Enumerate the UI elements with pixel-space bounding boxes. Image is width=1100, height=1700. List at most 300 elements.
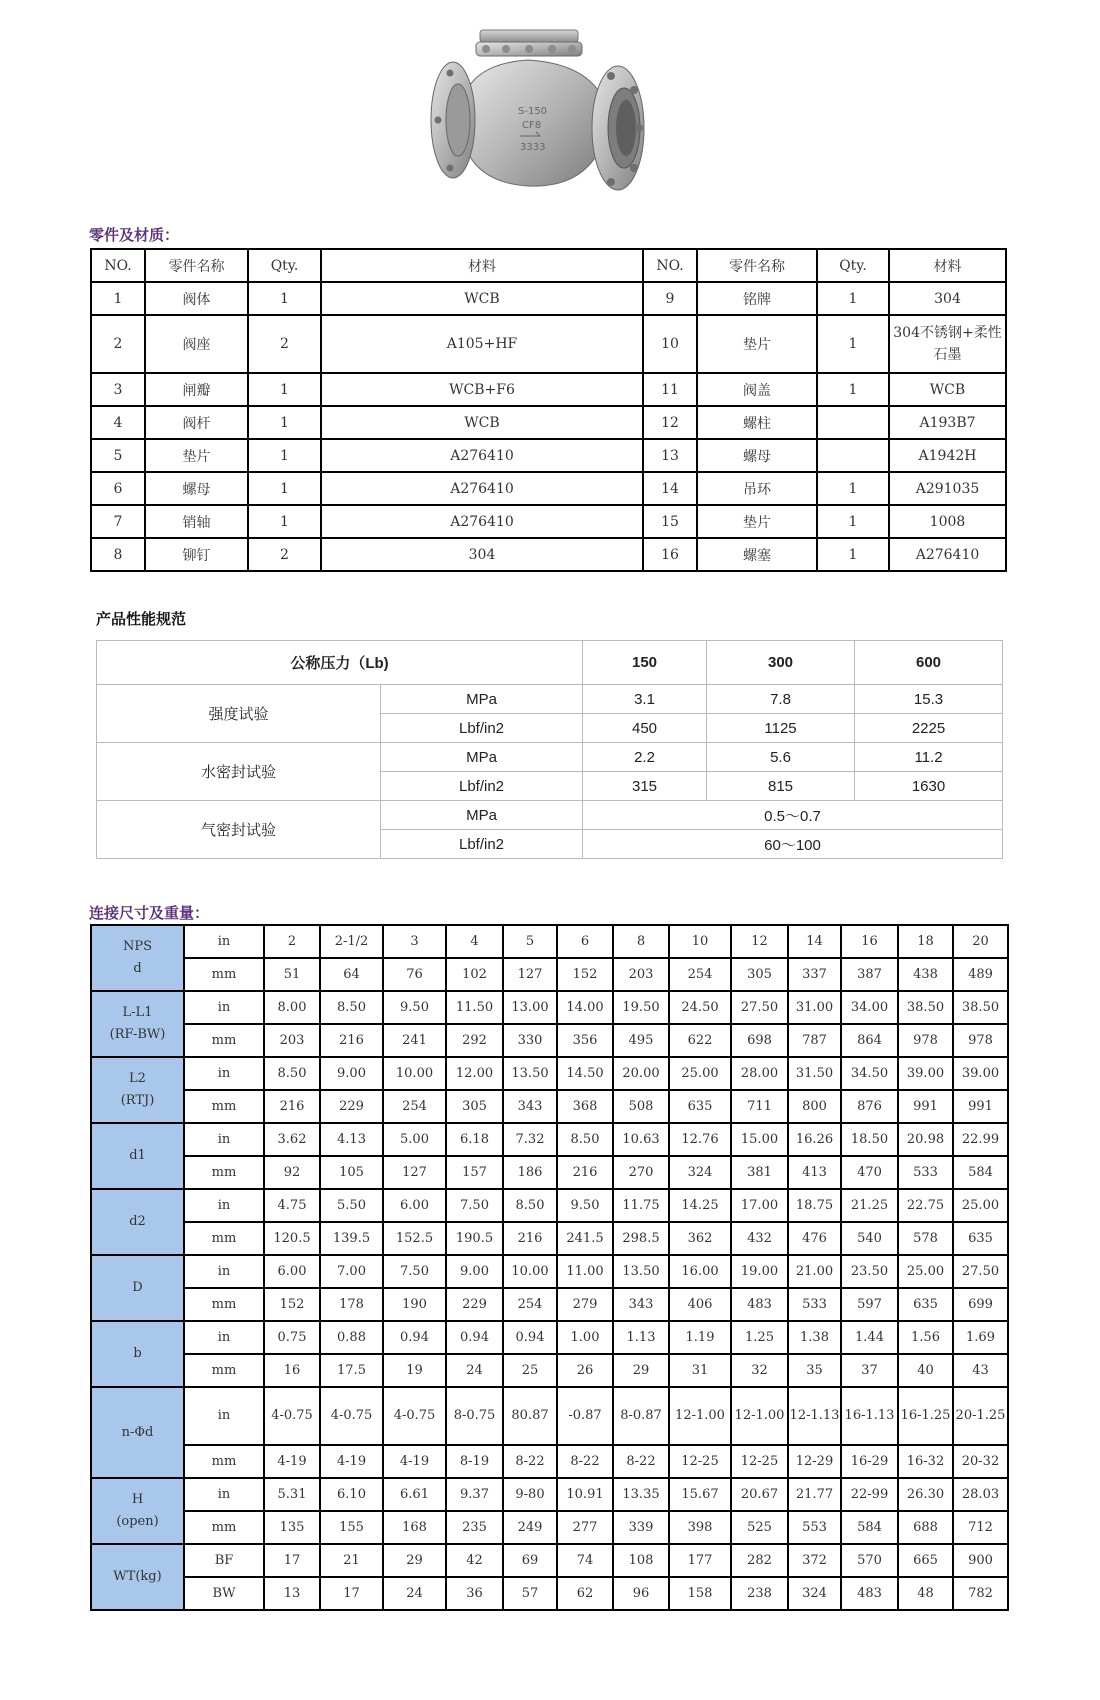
dims-cell: 432 xyxy=(731,1222,788,1255)
dims-row xyxy=(91,1024,1008,1057)
parts-cell: 1 xyxy=(248,439,321,472)
dims-cell: 712 xyxy=(953,1511,1008,1544)
dims-cell: 4-19 xyxy=(264,1445,320,1478)
dims-cell: 26.30 xyxy=(898,1478,953,1511)
dims-cell: 31 xyxy=(669,1354,731,1387)
dims-cell: 787 xyxy=(788,1024,841,1057)
parts-cell: 螺母 xyxy=(145,472,248,505)
dims-cell: 12-1.00 xyxy=(669,1387,731,1445)
valve-marking-2: CF8 xyxy=(522,120,542,131)
dims-cell: 16 xyxy=(264,1354,320,1387)
performance-table xyxy=(96,640,1003,859)
dims-cell: 20.67 xyxy=(731,1478,788,1511)
parts-cell: 2 xyxy=(91,315,145,373)
dimensions-section-title: 连接尺寸及重量： xyxy=(89,904,210,922)
dims-cell: 1.69 xyxy=(953,1321,1008,1354)
dims-cell: 190.5 xyxy=(446,1222,503,1255)
dims-cell: 1.00 xyxy=(557,1321,613,1354)
dims-cell: 135 xyxy=(264,1511,320,1544)
dims-cell: 6.61 xyxy=(383,1478,446,1511)
dims-cell: 0.94 xyxy=(446,1321,503,1354)
parts-cell: 1 xyxy=(248,505,321,538)
dims-cell: 10.00 xyxy=(383,1057,446,1090)
dims-cell: 127 xyxy=(383,1156,446,1189)
dims-cell: 12-29 xyxy=(788,1445,841,1478)
dims-cell: 254 xyxy=(669,958,731,991)
col-header-material: 材料 xyxy=(321,249,643,282)
dims-row xyxy=(91,1354,1008,1387)
dims-unit: in xyxy=(184,1387,264,1445)
dims-cell: 3 xyxy=(383,925,446,958)
dims-cell: 178 xyxy=(320,1288,383,1321)
dims-cell: 533 xyxy=(898,1156,953,1189)
dims-cell: 8-22 xyxy=(557,1445,613,1478)
perf-unit: Lbf/in2 xyxy=(381,772,583,801)
dims-group-label-line: L-L1 xyxy=(122,1005,153,1020)
parts-cell: 垫片 xyxy=(697,315,817,373)
dims-cell: 26 xyxy=(557,1354,613,1387)
dims-cell: 152 xyxy=(557,958,613,991)
dims-cell: 43 xyxy=(953,1354,1008,1387)
dims-group-label-line: (open) xyxy=(116,1514,159,1529)
parts-row xyxy=(91,505,1006,538)
parts-cell: WCB+F6 xyxy=(321,373,643,406)
dims-cell: 127 xyxy=(503,958,557,991)
perf-cell: 2225 xyxy=(855,714,1003,743)
dims-cell: 5 xyxy=(503,925,557,958)
dims-cell: 21.77 xyxy=(788,1478,841,1511)
dims-cell: 2-1/2 xyxy=(320,925,383,958)
parts-cell: 1 xyxy=(817,315,889,373)
dims-cell: 489 xyxy=(953,958,1008,991)
dims-cell: 282 xyxy=(731,1544,788,1577)
dims-cell: 190 xyxy=(383,1288,446,1321)
parts-cell: A276410 xyxy=(321,439,643,472)
dims-cell: 978 xyxy=(898,1024,953,1057)
dims-cell: 584 xyxy=(953,1156,1008,1189)
col-header-part-name: 零件名称 xyxy=(145,249,248,282)
dims-cell: 4-19 xyxy=(383,1445,446,1478)
dims-cell: 4-0.75 xyxy=(264,1387,320,1445)
perf-header-row xyxy=(97,641,1003,685)
dims-cell: 0.94 xyxy=(383,1321,446,1354)
parts-cell: 1 xyxy=(817,472,889,505)
dims-cell: 991 xyxy=(898,1090,953,1123)
perf-cell: 1630 xyxy=(855,772,1003,801)
dims-cell: 69 xyxy=(503,1544,557,1577)
dims-unit: BW xyxy=(184,1577,264,1610)
dims-cell: 76 xyxy=(383,958,446,991)
dims-cell: 31.00 xyxy=(788,991,841,1024)
parts-cell: 11 xyxy=(643,373,697,406)
dims-row xyxy=(91,1321,1008,1354)
dims-cell: 16.00 xyxy=(669,1255,731,1288)
dims-cell: 635 xyxy=(669,1090,731,1123)
parts-row xyxy=(91,472,1006,505)
dims-cell: 19 xyxy=(383,1354,446,1387)
dims-cell: 25.00 xyxy=(898,1255,953,1288)
dims-cell: 48 xyxy=(898,1577,953,1610)
dims-cell: 14.25 xyxy=(669,1189,731,1222)
dims-cell: 8.50 xyxy=(503,1189,557,1222)
dims-cell: 0.94 xyxy=(503,1321,557,1354)
dims-cell: 25.00 xyxy=(953,1189,1008,1222)
dims-cell: 5.00 xyxy=(383,1123,446,1156)
parts-cell: 铆钉 xyxy=(145,538,248,571)
dims-cell: 249 xyxy=(503,1511,557,1544)
dims-cell: 10 xyxy=(669,925,731,958)
perf-water-label: 水密封试验 xyxy=(97,743,381,801)
dims-cell: 584 xyxy=(841,1511,898,1544)
dims-cell: 533 xyxy=(788,1288,841,1321)
dims-unit: mm xyxy=(184,1354,264,1387)
dims-cell: 800 xyxy=(788,1090,841,1123)
parts-section-title: 零件及材质： xyxy=(89,226,180,244)
valve-product-image xyxy=(428,18,658,208)
dims-cell: 0.75 xyxy=(264,1321,320,1354)
perf-cell: 1125 xyxy=(707,714,855,743)
parts-cell: A276410 xyxy=(321,505,643,538)
parts-cell: 1 xyxy=(817,282,889,315)
dims-cell: 413 xyxy=(788,1156,841,1189)
perf-header-label: 公称压力（Lb) xyxy=(97,641,583,685)
dims-row xyxy=(91,958,1008,991)
dims-cell: 62 xyxy=(557,1577,613,1610)
dims-cell: 74 xyxy=(557,1544,613,1577)
dims-cell: 483 xyxy=(731,1288,788,1321)
dims-unit: in xyxy=(184,1255,264,1288)
dims-cell: 372 xyxy=(788,1544,841,1577)
dims-cell: 96 xyxy=(613,1577,669,1610)
dims-group-label xyxy=(91,1189,184,1255)
dims-cell: 12 xyxy=(731,925,788,958)
dims-row xyxy=(91,1445,1008,1478)
dims-unit: in xyxy=(184,1189,264,1222)
dims-cell: 17 xyxy=(320,1577,383,1610)
dims-cell: 8.50 xyxy=(320,991,383,1024)
dims-cell: 158 xyxy=(669,1577,731,1610)
dims-row xyxy=(91,1544,1008,1577)
parts-cell: 5 xyxy=(91,439,145,472)
parts-cell xyxy=(817,439,889,472)
dims-cell: 23.50 xyxy=(841,1255,898,1288)
dims-row xyxy=(91,1577,1008,1610)
dims-cell: 16 xyxy=(841,925,898,958)
dims-cell: 24 xyxy=(383,1577,446,1610)
dims-cell: 27.50 xyxy=(953,1255,1008,1288)
dims-cell: 57 xyxy=(503,1577,557,1610)
dims-unit: mm xyxy=(184,1024,264,1057)
parts-cell: 304 xyxy=(321,538,643,571)
perf-cell: 450 xyxy=(583,714,707,743)
dims-cell: 31.50 xyxy=(788,1057,841,1090)
dims-cell: 12-1.00 xyxy=(731,1387,788,1445)
dims-unit: in xyxy=(184,1057,264,1090)
dims-cell: 16-1.25 xyxy=(898,1387,953,1445)
dims-cell: 508 xyxy=(613,1090,669,1123)
dims-cell: 381 xyxy=(731,1156,788,1189)
dims-cell: 782 xyxy=(953,1577,1008,1610)
dims-cell: 7.50 xyxy=(383,1255,446,1288)
perf-cell: 15.3 xyxy=(855,685,1003,714)
dims-cell: 3.62 xyxy=(264,1123,320,1156)
dims-cell: 12-25 xyxy=(731,1445,788,1478)
dims-cell: 29 xyxy=(613,1354,669,1387)
dims-cell: 14.00 xyxy=(557,991,613,1024)
dims-cell: 20 xyxy=(953,925,1008,958)
dims-cell: 108 xyxy=(613,1544,669,1577)
col-header-qty: Qty. xyxy=(248,249,321,282)
dims-cell: 216 xyxy=(320,1024,383,1057)
dims-cell: 35 xyxy=(788,1354,841,1387)
dims-cell: 6.10 xyxy=(320,1478,383,1511)
perf-cell: 815 xyxy=(707,772,855,801)
parts-cell: 1 xyxy=(248,472,321,505)
dims-cell: 525 xyxy=(731,1511,788,1544)
dims-cell: 0.88 xyxy=(320,1321,383,1354)
dims-cell: 10.63 xyxy=(613,1123,669,1156)
dims-cell: 4.75 xyxy=(264,1189,320,1222)
parts-cell: 10 xyxy=(643,315,697,373)
dims-cell: 991 xyxy=(953,1090,1008,1123)
parts-cell: 1 xyxy=(248,282,321,315)
dims-cell: 21 xyxy=(320,1544,383,1577)
dims-cell: 24.50 xyxy=(669,991,731,1024)
dims-cell: 978 xyxy=(953,1024,1008,1057)
dims-cell: 570 xyxy=(841,1544,898,1577)
dims-cell: 356 xyxy=(557,1024,613,1057)
dims-row xyxy=(91,1387,1008,1445)
dims-cell: 6.00 xyxy=(264,1255,320,1288)
dims-cell: 15.67 xyxy=(669,1478,731,1511)
dims-cell: 16-29 xyxy=(841,1445,898,1478)
dims-cell: 168 xyxy=(383,1511,446,1544)
dims-cell: 699 xyxy=(953,1288,1008,1321)
dims-cell: 4.13 xyxy=(320,1123,383,1156)
dims-row xyxy=(91,1123,1008,1156)
dims-cell: 476 xyxy=(788,1222,841,1255)
dims-group-label-line: d1 xyxy=(129,1148,146,1163)
dims-group-label xyxy=(91,1255,184,1321)
parts-cell: 1008 xyxy=(889,505,1006,538)
parts-cell: 4 xyxy=(91,406,145,439)
parts-cell: 螺母 xyxy=(697,439,817,472)
dims-cell: 7.32 xyxy=(503,1123,557,1156)
dims-cell: 20.00 xyxy=(613,1057,669,1090)
perf-header-150: 150 xyxy=(583,641,707,685)
parts-cell: 3 xyxy=(91,373,145,406)
dims-cell: 25 xyxy=(503,1354,557,1387)
dims-group-label xyxy=(91,1123,184,1189)
dims-cell: 29 xyxy=(383,1544,446,1577)
dims-cell: 51 xyxy=(264,958,320,991)
parts-cell: 304不锈钢+柔性石墨 xyxy=(889,315,1006,373)
parts-cell: 阀盖 xyxy=(697,373,817,406)
dims-cell: 20-32 xyxy=(953,1445,1008,1478)
dims-unit: mm xyxy=(184,1222,264,1255)
dims-cell: 102 xyxy=(446,958,503,991)
dims-cell: 4-0.75 xyxy=(320,1387,383,1445)
parts-cell: 螺柱 xyxy=(697,406,817,439)
perf-cell: 315 xyxy=(583,772,707,801)
dims-cell: 16-1.13 xyxy=(841,1387,898,1445)
dims-unit: in xyxy=(184,1478,264,1511)
dims-cell: 4 xyxy=(446,925,503,958)
dims-cell: 155 xyxy=(320,1511,383,1544)
dims-row xyxy=(91,991,1008,1024)
parts-row xyxy=(91,315,1006,373)
perf-cell: 11.2 xyxy=(855,743,1003,772)
dims-cell: 37 xyxy=(841,1354,898,1387)
dims-cell: 27.50 xyxy=(731,991,788,1024)
dims-cell: 330 xyxy=(503,1024,557,1057)
dims-cell: 13.35 xyxy=(613,1478,669,1511)
dims-row xyxy=(91,1156,1008,1189)
dims-cell: -0.87 xyxy=(557,1387,613,1445)
parts-cell: 13 xyxy=(643,439,697,472)
dims-cell: 10.00 xyxy=(503,1255,557,1288)
dims-row xyxy=(91,1222,1008,1255)
dims-cell: 17.00 xyxy=(731,1189,788,1222)
dims-cell: 80.87 xyxy=(503,1387,557,1445)
dims-row xyxy=(91,1288,1008,1321)
dims-cell: 229 xyxy=(320,1090,383,1123)
parts-cell: 铭牌 xyxy=(697,282,817,315)
parts-row xyxy=(91,282,1006,315)
parts-cell: 2 xyxy=(248,538,321,571)
dims-group-label-line: WT(kg) xyxy=(113,1569,162,1584)
parts-cell: 阀体 xyxy=(145,282,248,315)
dims-cell: 1.25 xyxy=(731,1321,788,1354)
dims-cell: 483 xyxy=(841,1577,898,1610)
dims-row xyxy=(91,1090,1008,1123)
dims-cell: 13.50 xyxy=(613,1255,669,1288)
parts-cell: 螺塞 xyxy=(697,538,817,571)
dims-unit: BF xyxy=(184,1544,264,1577)
dims-cell: 279 xyxy=(557,1288,613,1321)
dims-cell: 698 xyxy=(731,1024,788,1057)
dims-unit: mm xyxy=(184,1156,264,1189)
dims-cell: 1.56 xyxy=(898,1321,953,1354)
col-header-qty-2: Qty. xyxy=(817,249,889,282)
dims-cell: 4-0.75 xyxy=(383,1387,446,1445)
dims-unit: mm xyxy=(184,1288,264,1321)
dims-cell: 13 xyxy=(264,1577,320,1610)
dims-cell: 38.50 xyxy=(898,991,953,1024)
parts-cell: A1942H xyxy=(889,439,1006,472)
dims-cell: 8.50 xyxy=(264,1057,320,1090)
parts-cell: 7 xyxy=(91,505,145,538)
parts-cell: A105+HF xyxy=(321,315,643,373)
dims-cell: 10.91 xyxy=(557,1478,613,1511)
dims-cell: 25.00 xyxy=(669,1057,731,1090)
dims-cell: 305 xyxy=(731,958,788,991)
col-header-no: NO. xyxy=(91,249,145,282)
dims-cell: 6.00 xyxy=(383,1189,446,1222)
perf-unit: MPa xyxy=(381,743,583,772)
perf-header-300: 300 xyxy=(707,641,855,685)
dims-cell: 7.50 xyxy=(446,1189,503,1222)
dims-cell: 398 xyxy=(669,1511,731,1544)
perf-cell: 60～100 xyxy=(583,830,1003,859)
parts-table xyxy=(90,248,1007,572)
dims-cell: 298.5 xyxy=(613,1222,669,1255)
dims-unit: in xyxy=(184,991,264,1024)
parts-cell: 垫片 xyxy=(145,439,248,472)
dims-cell: 177 xyxy=(669,1544,731,1577)
dims-cell: 203 xyxy=(613,958,669,991)
dims-group-label-line: b xyxy=(133,1346,142,1361)
dims-cell: 553 xyxy=(788,1511,841,1544)
dims-cell: 540 xyxy=(841,1222,898,1255)
perf-row xyxy=(97,801,1003,830)
dims-cell: 337 xyxy=(788,958,841,991)
dims-cell: 16-32 xyxy=(898,1445,953,1478)
dims-cell: 16.26 xyxy=(788,1123,841,1156)
dims-cell: 241.5 xyxy=(557,1222,613,1255)
dims-row xyxy=(91,1478,1008,1511)
dims-cell: 12.76 xyxy=(669,1123,731,1156)
dims-cell: 42 xyxy=(446,1544,503,1577)
perf-strength-label: 强度试验 xyxy=(97,685,381,743)
dims-cell: 22.75 xyxy=(898,1189,953,1222)
valve-marking-3: 3333 xyxy=(520,142,546,153)
dims-cell: 19.00 xyxy=(731,1255,788,1288)
dims-cell: 711 xyxy=(731,1090,788,1123)
perf-cell: 3.1 xyxy=(583,685,707,714)
dims-cell: 8-19 xyxy=(446,1445,503,1478)
parts-row xyxy=(91,439,1006,472)
dims-cell: 22-99 xyxy=(841,1478,898,1511)
dims-cell: 241 xyxy=(383,1024,446,1057)
col-header-no-2: NO. xyxy=(643,249,697,282)
dims-cell: 406 xyxy=(669,1288,731,1321)
dims-cell: 1.19 xyxy=(669,1321,731,1354)
perf-row xyxy=(97,685,1003,714)
col-header-part-name-2: 零件名称 xyxy=(697,249,817,282)
dims-cell: 21.00 xyxy=(788,1255,841,1288)
dims-cell: 157 xyxy=(446,1156,503,1189)
dims-group-label xyxy=(91,1321,184,1387)
dims-cell: 387 xyxy=(841,958,898,991)
parts-cell: 吊环 xyxy=(697,472,817,505)
parts-cell: 1 xyxy=(817,505,889,538)
parts-cell: 12 xyxy=(643,406,697,439)
dims-unit: in xyxy=(184,1321,264,1354)
perf-cell: 2.2 xyxy=(583,743,707,772)
dims-cell: 28.00 xyxy=(731,1057,788,1090)
dims-cell: 34.00 xyxy=(841,991,898,1024)
dims-cell: 292 xyxy=(446,1024,503,1057)
dims-cell: 139.5 xyxy=(320,1222,383,1255)
parts-cell: A276410 xyxy=(889,538,1006,571)
dims-cell: 12-25 xyxy=(669,1445,731,1478)
dims-cell: 13.00 xyxy=(503,991,557,1024)
valve-marking-1: S-150 xyxy=(518,106,548,117)
dims-cell: 39.00 xyxy=(898,1057,953,1090)
dims-cell: 343 xyxy=(613,1288,669,1321)
dims-cell: 6 xyxy=(557,925,613,958)
dims-cell: 277 xyxy=(557,1511,613,1544)
dims-cell: 203 xyxy=(264,1024,320,1057)
dims-cell: 216 xyxy=(503,1222,557,1255)
dims-row xyxy=(91,1057,1008,1090)
dims-cell: 470 xyxy=(841,1156,898,1189)
dims-cell: 14.50 xyxy=(557,1057,613,1090)
dims-cell: 64 xyxy=(320,958,383,991)
dims-cell: 622 xyxy=(669,1024,731,1057)
dims-row xyxy=(91,925,1008,958)
